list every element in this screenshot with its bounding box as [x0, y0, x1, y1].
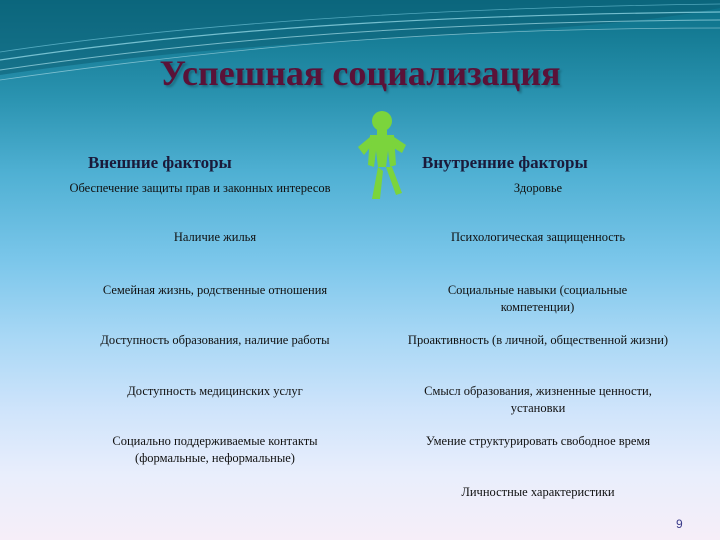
- internal-item: Социальные навыки (социальные компетенции): [447, 283, 628, 314]
- external-item: Доступность медицинских услуг: [127, 384, 303, 398]
- internal-item: Личностные характеристики: [461, 485, 615, 499]
- external-item: Семейная жизнь, родственные отношения: [102, 283, 328, 297]
- internal-item: Смысл образования, жизненные ценности, установки: [424, 384, 652, 415]
- internal-item: Проактивность (в личной, общественной жизни): [407, 333, 669, 347]
- page-title: Успешная социализация: [159, 53, 561, 93]
- page-number: 9: [676, 517, 683, 531]
- external-item: Доступность образования, наличие работы: [100, 333, 330, 347]
- external-factors-heading: Внешние факторы: [88, 153, 232, 172]
- internal-item: Психологическая защищенность: [450, 230, 626, 244]
- external-item: Обеспечение защиты прав и законных интересов: [69, 181, 331, 195]
- external-item: Наличие жилья: [173, 230, 257, 244]
- internal-factors-heading: Внутренние факторы: [422, 153, 588, 172]
- internal-item: Умение структурировать свободное время: [425, 434, 651, 448]
- external-item: Социально поддерживаемые контакты (формальные, неформальные): [112, 434, 318, 465]
- internal-item: Здоровье: [513, 181, 563, 195]
